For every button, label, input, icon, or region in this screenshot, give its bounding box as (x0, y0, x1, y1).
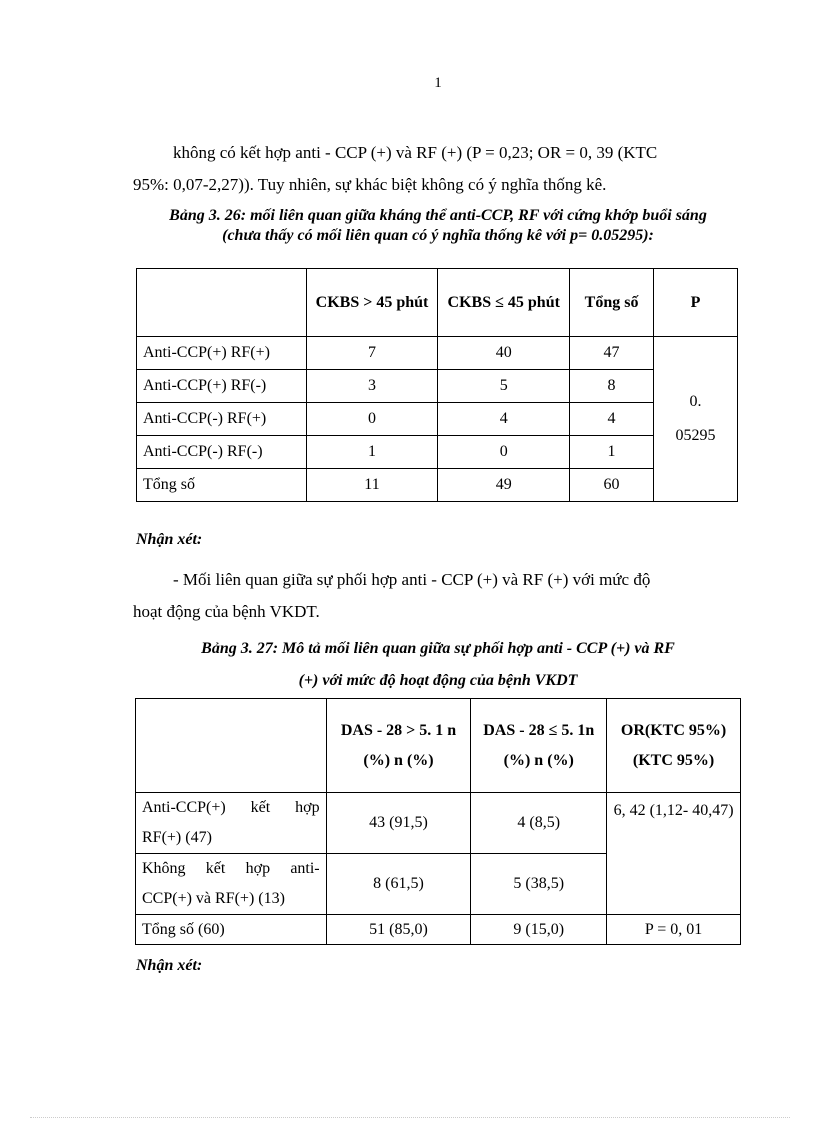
table2-row-label: Không kết hợp anti-CCP(+) và RF(+) (13) (136, 854, 327, 915)
table1-cell: 4 (438, 403, 570, 436)
table2-or-value: 6, 42 (1,12- 40,47) (607, 793, 741, 915)
table1-cell: 0 (438, 436, 570, 469)
table2-caption-line-1: Bảng 3. 27: Mô tả mối liên quan giữa sự phối hợp anti - CCP (+) và RF (201, 640, 675, 657)
table2-header-cell: DAS - 28 ≤ 5. 1n (%) n (%) (471, 699, 607, 793)
table1-header-cell (137, 269, 307, 337)
table1-cell: 47 (570, 337, 654, 370)
table1-cell: 1 (570, 436, 654, 469)
table1-cell: 60 (570, 469, 654, 502)
table1-row-label: Anti-CCP(+) RF(-) (137, 370, 307, 403)
table1-cell: 0 (306, 403, 438, 436)
table-row (137, 436, 738, 469)
table1-cell: 4 (570, 403, 654, 436)
table1-header-cell: CKBS > 45 phút (306, 269, 438, 337)
table-row (136, 793, 741, 854)
table-row (137, 337, 738, 370)
table1-cell: 5 (438, 370, 570, 403)
table2-header-cell: OR(KTC 95%) (KTC 95%) (607, 699, 741, 793)
table-row (136, 915, 741, 945)
table1-cell: 1 (306, 436, 438, 469)
intro-line-1: không có kết hợp anti - CCP (+) và RF (+) (P = 0,23; OR = 0, 39 (KTC (173, 143, 658, 162)
table1-caption: Bảng 3. 26: mối liên quan giữa kháng thể anti-CCP, RF với cứng khớp buổi sáng (chưa thấy có mối liên quan có ý nghĩa thống kê với p= 0.05295): (169, 207, 707, 244)
table1-cell: 11 (306, 469, 438, 502)
comment-label-1: Nhận xét: (136, 531, 203, 548)
table1-header-cell: CKBS ≤ 45 phút (438, 269, 570, 337)
table2-cell: P = 0, 01 (607, 915, 741, 945)
table-row (137, 469, 738, 502)
table2-cell: 51 (85,0) (326, 915, 471, 945)
page-footer-divider (30, 1117, 790, 1118)
table1 (136, 268, 738, 502)
table2-cell: 9 (15,0) (471, 915, 607, 945)
table2-row-label: Anti-CCP(+) kết hợp RF(+) (47) (136, 793, 327, 854)
comment-line-1: - Mối liên quan giữa sự phối hợp anti - CCP (+) và RF (+) với mức độ (173, 570, 651, 589)
table2-row-label: Tổng số (60) (136, 915, 327, 945)
table-row (137, 403, 738, 436)
table1-header-cell: P (653, 269, 737, 337)
table1-header-row (137, 269, 738, 337)
table1-row-label: Anti-CCP(+) RF(+) (137, 337, 307, 370)
table2-caption-line-2: (+) với mức độ hoạt động của bệnh VKDT (298, 672, 578, 689)
table2-cell: 8 (61,5) (326, 854, 471, 915)
table1-cell: 49 (438, 469, 570, 502)
table2-cell: 43 (91,5) (326, 793, 471, 854)
table-row (137, 370, 738, 403)
table1-cell: 7 (306, 337, 438, 370)
table1-cell: 8 (570, 370, 654, 403)
table1-header-cell: Tổng số (570, 269, 654, 337)
table1-row-label: Anti-CCP(-) RF(+) (137, 403, 307, 436)
table2-cell: 4 (8,5) (471, 793, 607, 854)
table1-cell: 3 (306, 370, 438, 403)
table2-header-cell (136, 699, 327, 793)
comment-line-2: hoạt động của bệnh VKDT. (133, 602, 320, 621)
table2 (135, 698, 741, 945)
table2-cell: 5 (38,5) (471, 854, 607, 915)
intro-line-2: 95%: 0,07-2,27)). Tuy nhiên, sự khác biệt không có ý nghĩa thống kê. (133, 175, 607, 194)
table1-cell: 40 (438, 337, 570, 370)
page-number: 1 (434, 75, 442, 91)
table2-header-row (136, 699, 741, 793)
table2-header-cell: DAS - 28 > 5. 1 n (%) n (%) (326, 699, 471, 793)
comment-label-2: Nhận xét: (136, 957, 203, 974)
table1-row-label: Anti-CCP(-) RF(-) (137, 436, 307, 469)
table1-row-label: Tổng số (137, 469, 307, 502)
table1-p-value: 0. 05295 (653, 337, 737, 502)
